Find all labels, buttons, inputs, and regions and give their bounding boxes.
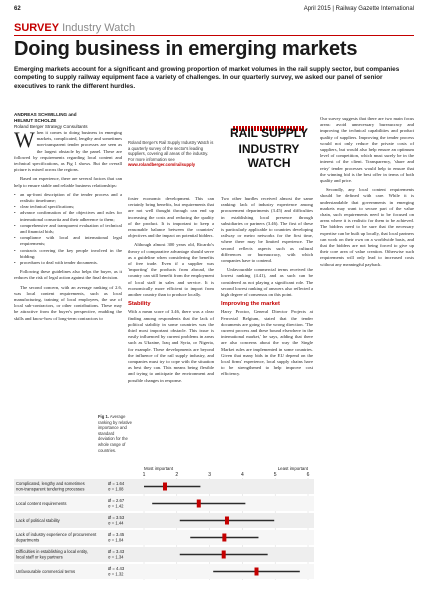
- list-item: • compliance with local and international legal requirements;: [14, 235, 122, 247]
- mean-marker: [222, 534, 226, 542]
- category-label-cont: local staff or key partners: [16, 554, 63, 560]
- issue-info: April 2015 | Railway Gazette International: [303, 6, 414, 12]
- paragraph: Our survey suggests that there are two main focus areas: avoid unnecessary bureaucracy and improving the technical capabilities and product quality of suppliers. Improving the tender process would not only reduce the private costs of suppliers, but would also help ensure an optimum level of competition, which must surely be in the interest of the client. Transparency, 'share and retry' tender processes would help to ensure that the winning bid is the best offer in terms of both quality and price.: [320, 116, 414, 184]
- mean-stat: Ø = 3.43: [108, 549, 125, 554]
- mean-stat: Ø = 3.45: [108, 532, 125, 537]
- deviation-stat: σ = 1.42: [108, 503, 124, 509]
- mean-stat: Ø = 3.53: [108, 515, 125, 520]
- category-label-cont: non-transparent tendering processes: [16, 486, 85, 492]
- category-label: Lack of industry experience of procurement: [16, 532, 97, 537]
- figure-label: Fig 1.: [98, 414, 109, 419]
- logo-line-1: RAIL SUPPLY: [229, 126, 309, 140]
- list-item: • advance confirmation of the objectives and rules for international consortia and their adherence to them;: [14, 210, 122, 222]
- paragraph: Unfavourable commercial terms received the lowest ranking (4.41), and as such can be considered as not playing a significant role. The second lowest ranking of answers also reflected a high degree of consensus on this point.: [221, 267, 313, 298]
- list-item: • an up-front description of the tender process and a realistic timeframe;: [14, 192, 122, 204]
- deviation-stat: σ = 1.08: [108, 486, 124, 492]
- paragraph: Harry Proctor, General Director Projects at Ferrovial Belgium, stated that the tender documents are going in the wrong direction. 'The current process and these bound elsewhere in the international market,' he says, adding that there are also concerns about the way the Single Market rules are implemented in some countries. Given that many bids in the EU depend on the local firms' experience, local supply chains have to be strengthened to help improve cost efficiency.: [221, 309, 313, 377]
- logo-bar-graphic: [233, 118, 305, 123]
- scale-left-label: Most important: [144, 466, 174, 471]
- figure-caption: [98, 414, 132, 453]
- sidebar-note-link[interactable]: www.rolandberger.com/railsupply: [128, 162, 196, 168]
- deviation-stat: σ = 1.04: [108, 537, 124, 543]
- scale-right-label: Least important: [277, 466, 308, 471]
- body-column-2: [128, 196, 214, 387]
- category-label-cont: departments: [16, 537, 40, 543]
- section-secondary: Industry Watch: [62, 22, 136, 34]
- category-label: Lack of political stability: [16, 518, 60, 523]
- mean-stat: Ø = 2.67: [108, 498, 125, 503]
- subheading: Stability: [128, 301, 151, 308]
- x-tick-label: 1: [142, 472, 146, 478]
- paragraph: Secondly, any local content requirements should be defined with care. While it is understandable that governments in emerging markets may want to secure part of the value chain, such requirements need to be focused on areas where it is realistic for them to be achieved. The bidders need to be sure that the necessary expertise can be built up locally, that local partners can work on their own on a worldwide basis, and that the bidders are not being forced to give up their core area of value creation. Otherwise such requirements will only lead to increased costs without any meaningful payback.: [320, 187, 414, 267]
- subheading: Improving the market: [221, 301, 280, 308]
- body-column-3: [221, 196, 313, 381]
- paragraph-text: hen it comes to doing business in emerging markets, complicated, lengthy and sometimes non-transparent tender processes are seen as the largest obstacle by the panel. These are followed by requirements regarding local content and technical specifications, as Fig 1 shows. But the overall picture is mixed across the regions.: [14, 130, 122, 173]
- paragraph: foster economic development. This can certainly bring benefits, but requirements that are not well thought through can end up increasing the costs and reducing the quality of the product. It is important to keep a reasonable balance between the countries' objectives and the impact on potential bidders.: [128, 196, 214, 239]
- rail-supply-industry-watch-logo: [225, 116, 313, 186]
- x-tick-label: 4: [241, 472, 244, 478]
- list-item: • contracts covering the key people involved in the bidding;: [14, 248, 122, 260]
- section-primary: SURVEY: [14, 22, 60, 34]
- list-item: • comprehensive and transparent evaluation of technical and financial bids;: [14, 223, 122, 235]
- figure-caption-text: Average ranking by relative importance and standard deviation for the whole range of countries.: [98, 414, 132, 453]
- paragraph: Based on experience, there are several factors that can help to ensure stable and reliable business relationships:: [14, 176, 122, 188]
- list-item: • clear technical specifications;: [14, 204, 122, 210]
- category-label: Local content requirements: [16, 501, 67, 506]
- category-label: Complicated, lengthy and sometimes: [16, 481, 85, 486]
- paragraph: Although almost 300 years old, Ricardo's theory of comparative advantage should serve as a guideline when considering the benefits of free trade. Even if a supplier was 'importing' the products from abroad, the country can still benefit from the employment of local staff in sales and service. It is economically more efficient to import from another country than to produce locally.: [128, 242, 214, 298]
- mean-marker: [222, 551, 226, 559]
- category-label: Unfavourable commercial terms: [16, 569, 76, 574]
- deviation-stat: σ = 1.34: [108, 554, 124, 560]
- paragraph: Two other hurdles received almost the same ranking: lack of industry experience among procurement departments (3.45) and difficulties in establishing local presence through subsidiaries or partners (3.46). The first of these is particularly applicable to countries developing railway or metro networks for the first time, where there may be limited experience. The second reflects aspects such as cultural differences or bureaucracy, with which companies have to contend.: [221, 196, 313, 264]
- author-affiliation: Roland Berger Strategy Consultants: [14, 124, 88, 129]
- list-item: • procedures to deal with tender documents.: [14, 260, 122, 266]
- deviation-stat: σ = 1.44: [108, 520, 124, 526]
- x-tick-label: 6: [306, 472, 310, 478]
- article-standfirst: Emerging markets account for a significant and growing proportion of market volumes in the rail supply sector, but companies competing to supply railway equipment face a variety of challenges. In our quarterly survey, we asked our panel of senior executives to rank the different hurdles.: [14, 66, 400, 90]
- body-column-1: [14, 127, 122, 325]
- bullet-list: [14, 192, 122, 266]
- x-tick-label: 3: [208, 472, 211, 478]
- mean-marker: [163, 483, 167, 491]
- author-names-2: HELMUT SCHOLZE: [14, 118, 57, 123]
- mean-stat: Ø = 4.43: [108, 566, 125, 571]
- mean-marker: [197, 500, 201, 508]
- ranking-chart: [14, 464, 314, 586]
- drop-cap: W: [14, 127, 35, 152]
- section-heading: [14, 22, 414, 36]
- category-label: Difficulties in establishing a local entity,: [16, 549, 88, 554]
- sidebar-note: [128, 140, 214, 168]
- mean-stat: Ø = 1.64: [108, 481, 125, 486]
- logo-line-2: INDUSTRY WATCH: [238, 142, 300, 170]
- sidebar-note-text: Roland Berger's Rail Supply Industry Watch is a quarterly survey of the sector's leading suppliers, covering all areas of the industry. For more information see: [128, 140, 214, 162]
- x-tick-label: 2: [175, 472, 179, 478]
- paragraph: The second concern, with an average ranking of 2.6, was local content requirements, such as local manufacturing, training of local employees, the use of local sub-contractors, or other contributions. These may be attractive from the buyer's perspective, enabling the skills and know-how of long-term contractors to: [14, 284, 122, 321]
- mean-marker: [225, 517, 229, 525]
- deviation-stat: σ = 1.32: [108, 571, 124, 577]
- paragraph: [14, 127, 122, 173]
- page-header: [14, 6, 414, 16]
- paragraph: Following these guidelines also helps the buyer, as it reduces the risk of legal action against the final decision.: [14, 269, 122, 281]
- page-number: 62: [14, 6, 21, 12]
- body-column-4: [320, 116, 414, 271]
- paragraph: With a mean score of 3.46, there was a clear finding among respondents that the lack of political stability in some countries was the third most important obstacle. This issue is easily influenced by current problems in areas such as Ukraine, Iraq and Syria, or Nigeria, for example. These developments are beyond the influence of the rail supply industry, and companies must try to cope with the situation as best they can. This means being flexible and trying to anticipate the environment and possible changes in response.: [128, 309, 214, 383]
- author-names-1: ANDREAS SCHWILLING and: [14, 112, 77, 117]
- article-headline: Doing business in emerging markets: [14, 38, 358, 60]
- x-tick-label: 5: [273, 472, 277, 478]
- mean-marker: [255, 568, 259, 576]
